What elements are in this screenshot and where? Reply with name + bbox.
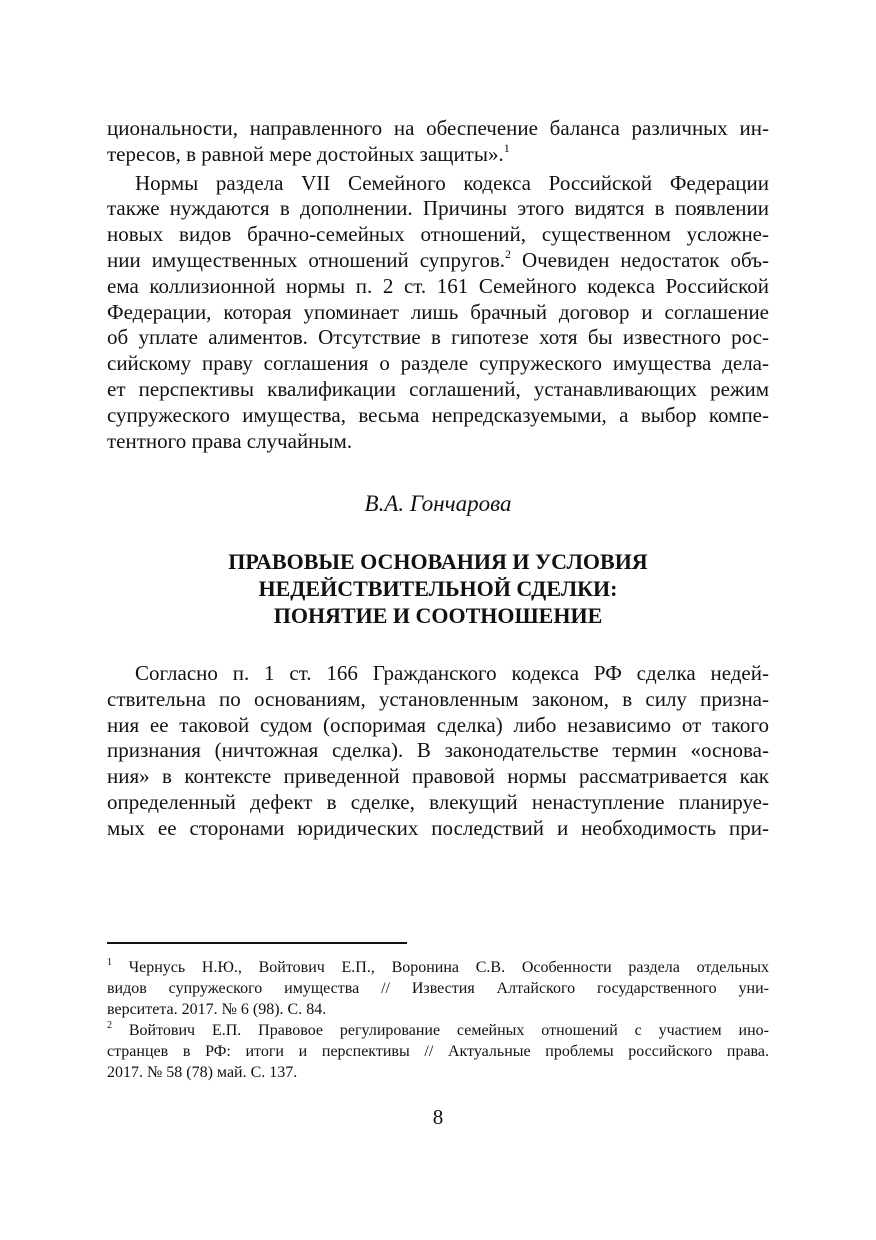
footnote-divider: [107, 942, 407, 944]
text-line: Федерации, которая упоминает лишь брачный договор и соглашение: [107, 299, 769, 324]
paragraph-3: [107, 661, 769, 842]
footnote-line: [107, 1020, 769, 1041]
footnote-ref-2[interactable]: 2: [504, 246, 511, 261]
text-line: ствительна по основаниям, установленным законом, в силу призна-: [107, 686, 769, 711]
page-number: 8: [432, 1105, 444, 1129]
footnote-line: странцев в РФ: итоги и перспективы // Актуальные проблемы российского права.: [107, 1043, 769, 1060]
text-line: мых ее сторонами юридических последствий и необходимость при-: [107, 815, 769, 840]
footnote-2: [107, 1020, 769, 1083]
text-line: Согласно п. 1 ст. 166 Гражданского кодекса РФ сделка недей-: [135, 661, 769, 685]
footnote-number: 1: [107, 957, 112, 968]
paragraph-2: [107, 171, 769, 455]
text-line: об уплате алиментов. Отсутствие в гипотезе хотя бы известного рос-: [107, 325, 769, 350]
text-line: [107, 248, 769, 274]
text-line: супружеского имущества, весьма непредсказуемыми, а выбор компе-: [107, 402, 769, 427]
text-line: Нормы раздела VII Семейного кодекса Российской Федерации: [135, 170, 769, 195]
text-line: сийскому праву соглашения о разделе супружеского имущества дела-: [107, 351, 769, 376]
footnote-ref-1[interactable]: 1: [503, 140, 510, 155]
footnote-1: [107, 957, 769, 1020]
text-line: тентного права случайным.: [107, 428, 353, 453]
text-line: ния ее таковой судом (оспоримая сделка) либо независимо от такого: [107, 712, 769, 737]
text-line: ема коллизионной нормы п. 2 ст. 161 Семейного кодекса Российской: [107, 273, 769, 298]
text-line: определенный дефект в сделке, влекущий ненаступление планируе-: [107, 789, 769, 814]
text-line: циональности, направленного на обеспечение баланса различных ин-: [107, 116, 769, 140]
footnote-text: Войтович Е.П. Правовое регулирование семейных отношений с участием ино-: [112, 1022, 769, 1039]
footnote-line: [107, 957, 769, 978]
text-line-tail: Очевиден недостаток объ-: [510, 247, 769, 272]
footnotes: [107, 957, 769, 1083]
article-author: В.А. Гончарова: [364, 491, 512, 516]
text-line-content: тересов, в равной мере достойных защиты».: [107, 141, 504, 166]
text-line: [107, 142, 769, 168]
paragraph-1: [107, 116, 769, 454]
text-line: признания (ничтожная сделка). В законодательстве термин «основа-: [107, 738, 769, 763]
text-line: ет перспективы квалификации соглашений, устанавливающих режим: [107, 376, 769, 401]
footnote-text: Чернусь Н.Ю., Войтович Е.П., Воронина С.В. Особенности раздела отдельных: [112, 959, 769, 976]
text-line: ния» в контексте приведенной правовой нормы рассматривается как: [107, 764, 769, 789]
title-line: ПОНЯТИЕ И СООТНОШЕНИЕ: [273, 603, 603, 628]
title-line: ПРАВОВЫЕ ОСНОВАНИЯ И УСЛОВИЯ: [228, 549, 648, 574]
footnote-line: 2017. № 58 (78) май. С. 137.: [107, 1064, 298, 1081]
text-line-content: нии имущественных отношений супругов.: [107, 247, 505, 272]
footnote-line: верситета. 2017. № 6 (98). С. 84.: [107, 1001, 327, 1018]
text-line: также нуждаются в дополнении. Причины этого видятся в появлении: [107, 196, 769, 221]
title-line: НЕДЕЙСТВИТЕЛЬНОЙ СДЕЛКИ:: [258, 576, 618, 601]
article-title: [107, 548, 769, 629]
text-line: новых видов брачно-семейных отношений, существенном усложне-: [107, 222, 769, 247]
footnote-number: 2: [107, 1020, 112, 1031]
footnote-line: видов супружеского имущества // Известия Алтайского государственного уни-: [107, 980, 769, 997]
